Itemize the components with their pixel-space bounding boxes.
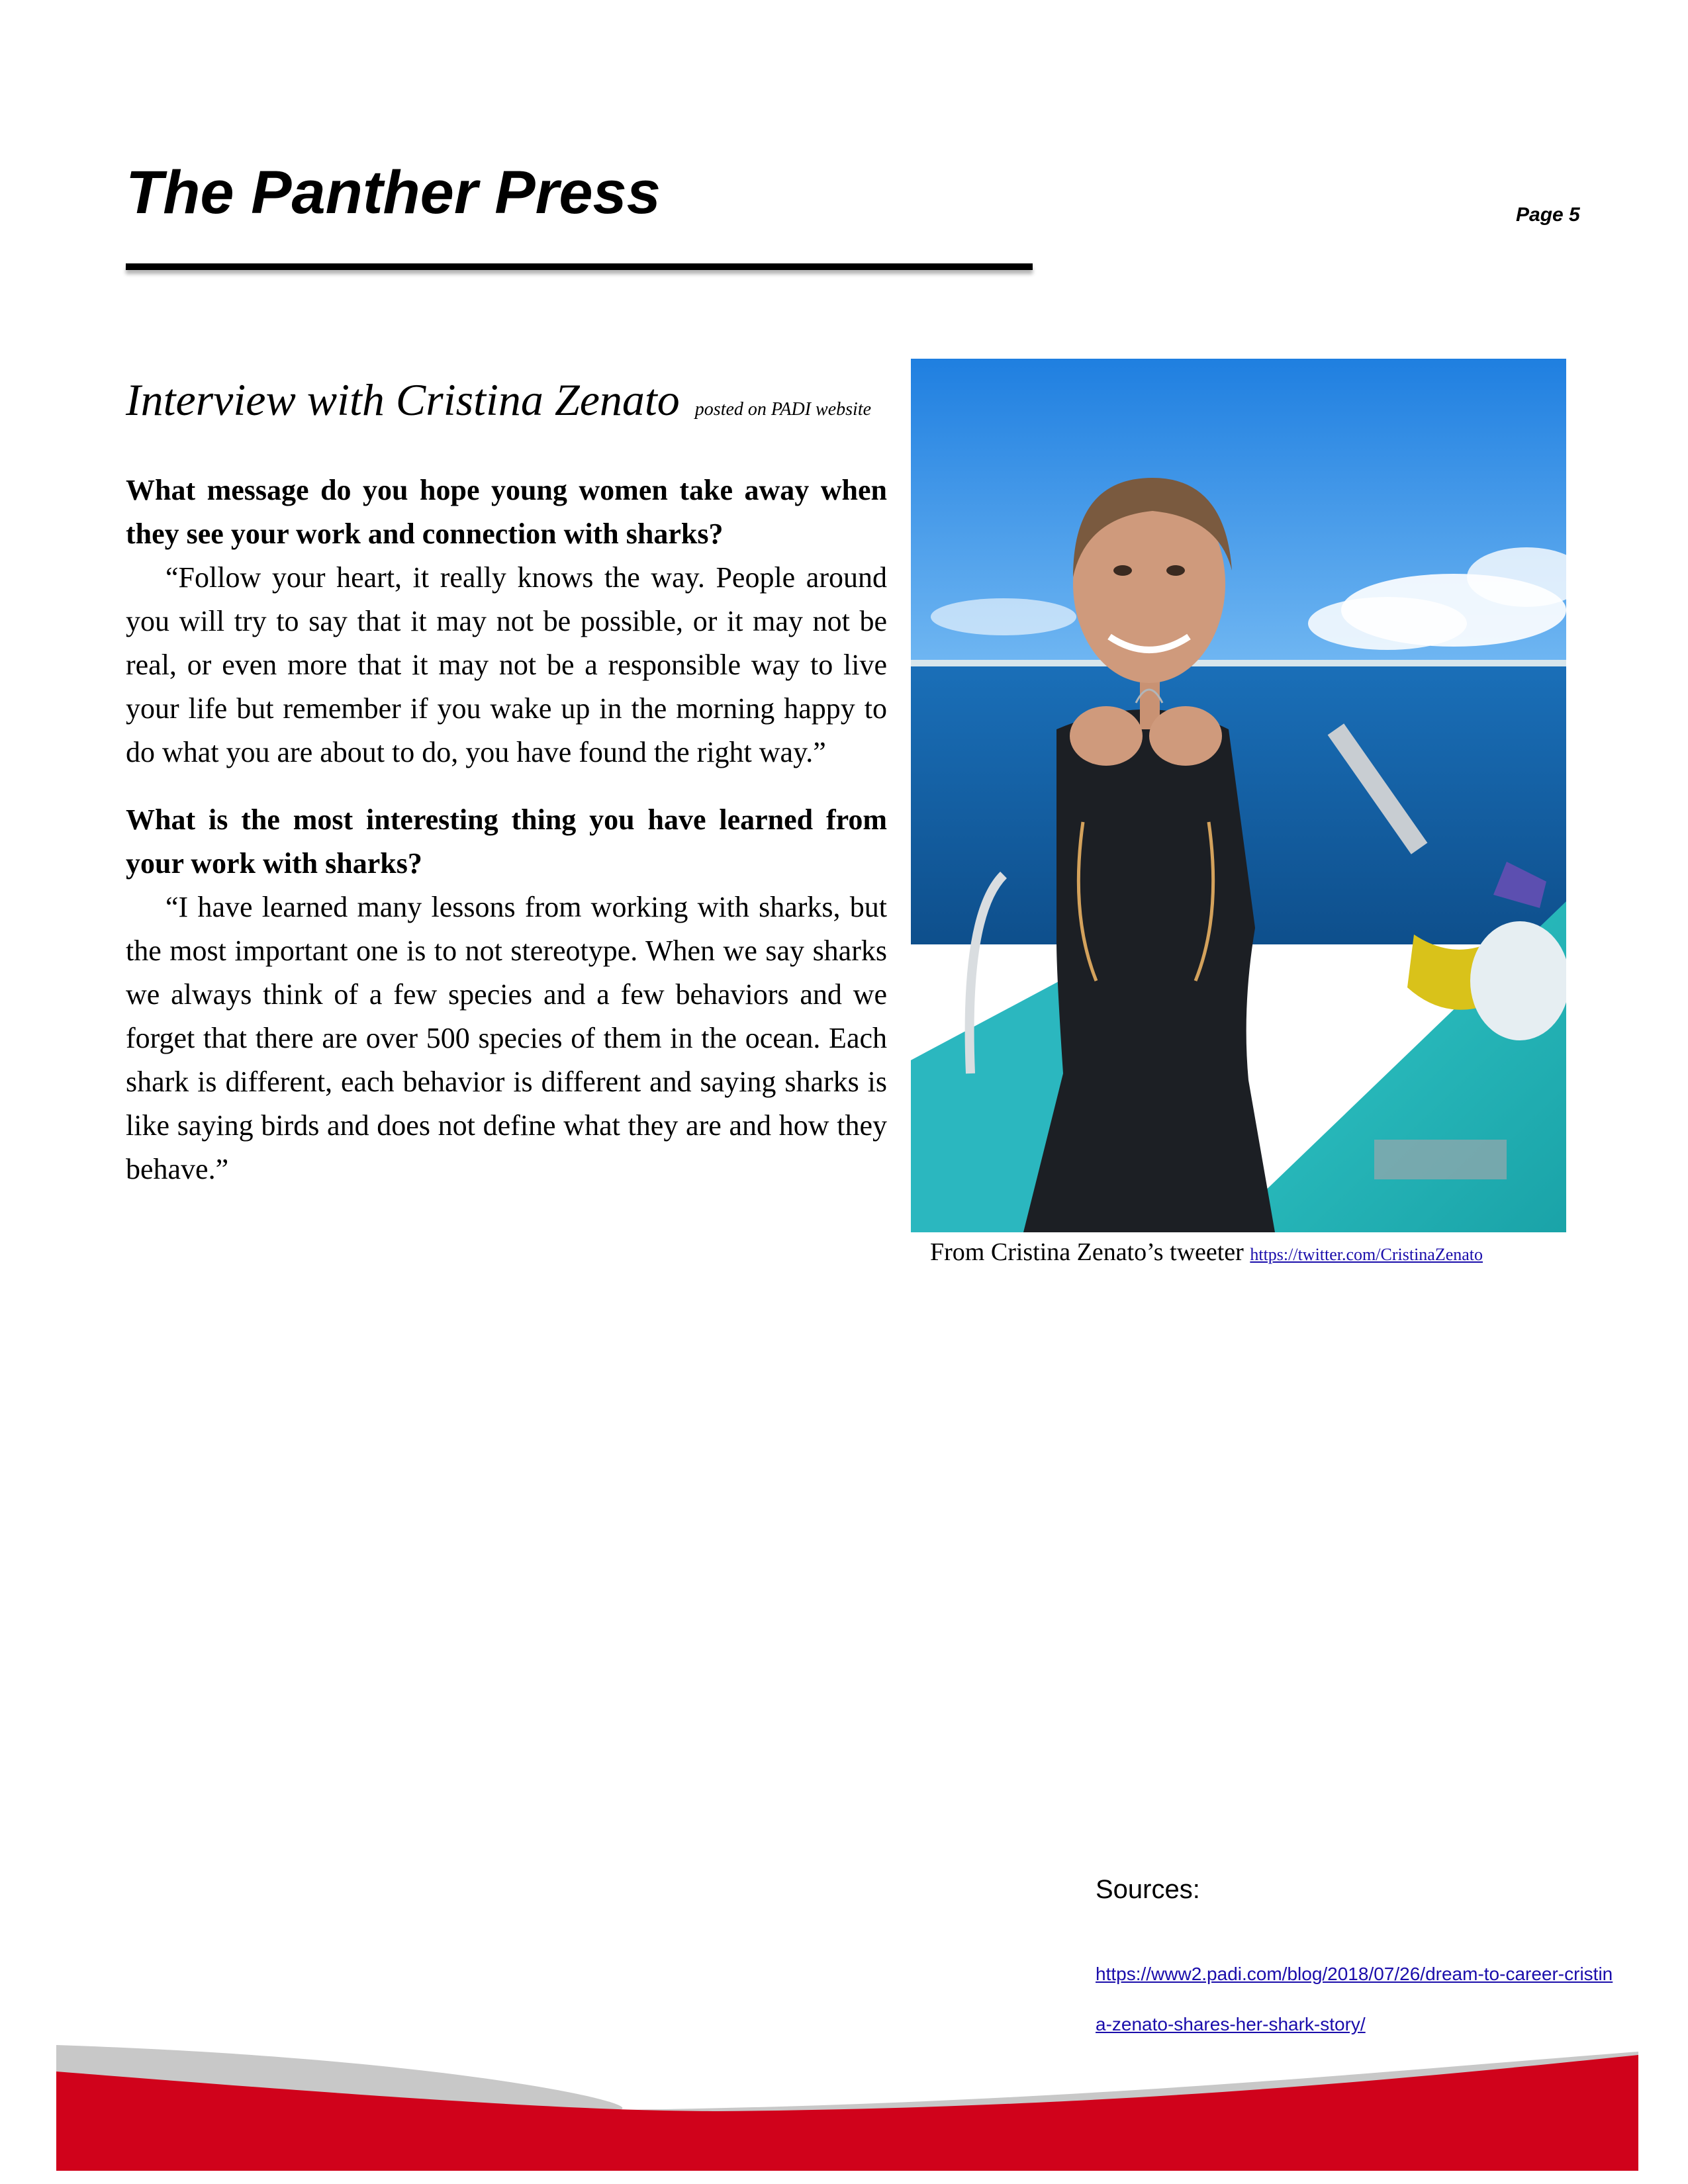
sources-link[interactable]: https://www2.padi.com/blog/2018/07/26/dream-to-career-cristina-zenato-shares-her-shark-story/ (1096, 1964, 1613, 2034)
interview-article (126, 377, 887, 1215)
interview-question-1: What message do you hope young women take away when they see your work and connection with sharks? (126, 474, 887, 550)
interview-photo (911, 359, 1566, 1232)
photo-illustration (911, 359, 1566, 1232)
sources-heading: Sources: (1096, 1875, 1200, 1904)
interview-question-2: What is the most interesting thing you have learned from your work with sharks? (126, 803, 887, 880)
photo-caption-text: From Cristina Zenato’s tweeter (930, 1238, 1244, 1266)
newsletter-title: The Panther Press (126, 159, 661, 226)
article-source-note: posted on PADI website (694, 399, 872, 420)
photo-caption (930, 1238, 1483, 1268)
article-headline (126, 375, 887, 425)
masthead-divider (126, 263, 1033, 270)
photo-caption-link[interactable]: https://twitter.com/CristinaZenato (1250, 1245, 1483, 1264)
footer-band (56, 2045, 1638, 2171)
article-headline-text: Interview with Cristina Zenato (126, 375, 680, 425)
interview-answer-2: “I have learned many lessons from working with sharks, but the most important one is to not stereotype. When we say sharks we always think of a few species and a few behaviors and we forget that there are over 500 species of them in the ocean. Each shark is different, each behavior is different and saying sharks is like saying birds and does not define what they are and how they behave.” (126, 891, 887, 1185)
page-number: Page 5 (1516, 204, 1580, 226)
interview-answer-1: “Follow your heart, it really knows the way. People around you will try to say that it may not be possible, or it may not be real, or even more that it may not be a responsible way to live your life but remember if you wake up in the morning happy to do what you are about to do, you have found the right way.” (126, 561, 887, 768)
